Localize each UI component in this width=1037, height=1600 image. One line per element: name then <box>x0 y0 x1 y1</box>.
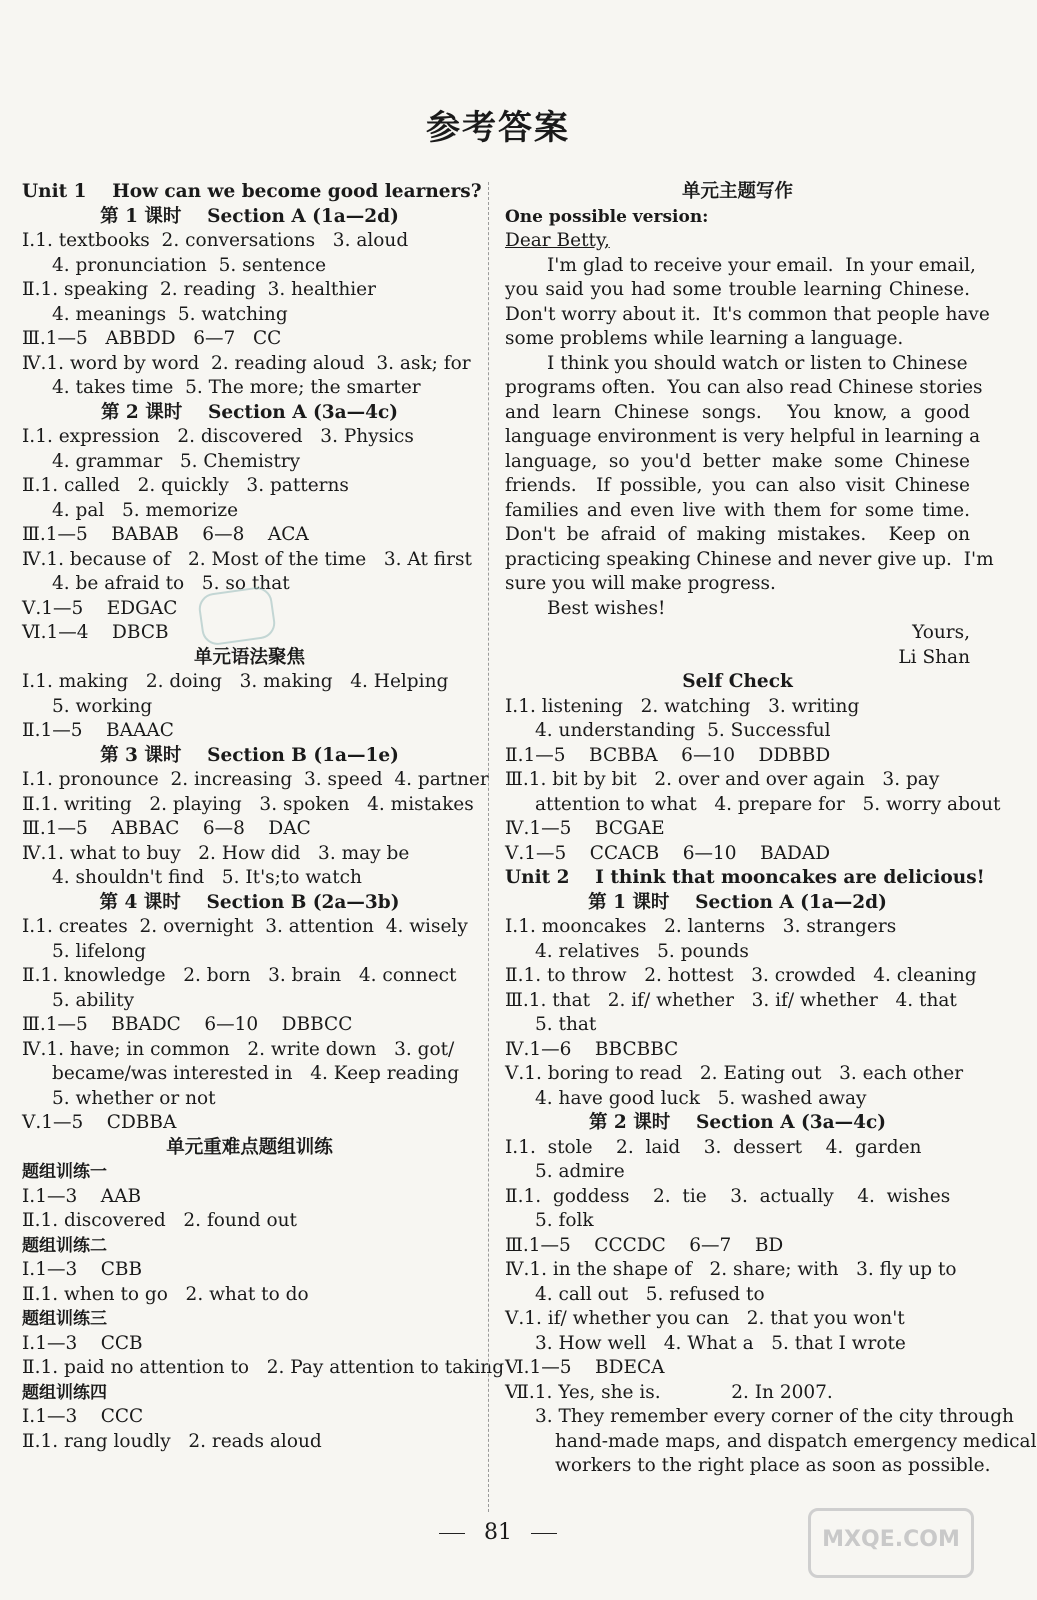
left-answer-line: Ⅱ.1. called 2. quickly 3. patterns <box>22 475 349 496</box>
right-answer-line: 4. have good luck 5. washed away <box>535 1087 867 1109</box>
right-answer-line: Unit 2 I think that mooncakes are delicious! <box>505 867 985 888</box>
left-answer-line: Ⅲ.1—5 BABAB 6—8 ACA <box>22 524 309 545</box>
left-answer-line: Ⅳ.1. word by word 2. reading aloud 3. ask; for <box>22 352 471 374</box>
left-answer-line: Ⅲ.1—5 BBADC 6—10 DBBCC <box>22 1014 353 1035</box>
page-title: 参考答案 <box>426 108 570 148</box>
right-answer-line: 5. that <box>535 1014 597 1035</box>
right-answer-line: Don't be afraid of making mistakes. Keep on <box>505 524 970 545</box>
right-answer-line: programs often. You can also read Chinese stories <box>505 377 983 398</box>
right-answer-line: friends. If possible, you can also visit Chinese <box>505 475 970 496</box>
right-answer-line: 4. relatives 5. pounds <box>535 940 749 962</box>
right-answer-line: Li Shan <box>898 646 970 668</box>
right-answer-line: 第 2 课时 Section A (3a—4c) <box>588 1112 886 1133</box>
left-answer-line: 4. pronunciation 5. sentence <box>52 254 327 276</box>
left-answer-line: 4. pal 5. memorize <box>52 499 239 521</box>
left-answer-line: Ⅰ.1—3 CCC <box>22 1406 144 1427</box>
right-answer-line: Ⅱ.1—5 BCBBA 6—10 DDBBD <box>505 744 831 766</box>
footer-dash-right <box>531 1533 557 1534</box>
right-answer-line: I think you should watch or listen to Chinese <box>547 352 968 374</box>
right-answer-line: 3. How well 4. What a 5. that I wrote <box>535 1332 906 1354</box>
left-answer-line: Ⅱ.1. writing 2. playing 3. spoken 4. mistakes <box>22 793 474 815</box>
left-answer-line: Ⅰ.1. making 2. doing 3. making 4. Helping <box>22 671 449 692</box>
left-answer-line: Ⅱ.1. rang loudly 2. reads aloud <box>22 1430 322 1452</box>
right-answer-line: workers to the right place as soon as possible. <box>555 1455 991 1476</box>
right-answer-line: sure you will make progress. <box>505 573 776 594</box>
right-answer-line: Don't worry about it. It's common that people have <box>505 303 990 325</box>
right-answer-line: Ⅶ.1. Yes, she is. 2. In 2007. <box>505 1381 833 1403</box>
left-answer-line: 单元重难点题组训练 <box>166 1136 333 1158</box>
left-answer-line: Ⅳ.1. what to buy 2. How did 3. may be <box>22 842 410 864</box>
left-answer-line: 题组训练三 <box>22 1309 107 1329</box>
right-answer-line: Ⅳ.1—6 BBCBBC <box>505 1038 679 1060</box>
footer-dash-left <box>439 1533 465 1534</box>
right-answer-line: language, so you'd better make some Chinese <box>505 450 970 472</box>
right-answer-line: Ⅵ.1—5 BDECA <box>505 1357 665 1378</box>
right-answer-line: Ⅴ.1. boring to read 2. Eating out 3. each other <box>505 1063 964 1084</box>
right-answer-line: One possible version: <box>505 206 709 227</box>
right-answer-line: and learn Chinese songs. You know, a good <box>505 401 970 423</box>
left-answer-line: Ⅰ.1—3 AAB <box>22 1185 142 1207</box>
left-answer-line: Ⅳ.1. have; in common 2. write down 3. got/ <box>22 1038 455 1060</box>
right-answer-line: Yours, <box>912 622 970 643</box>
left-answer-line: Ⅱ.1. paid no attention to 2. Pay attention to taking <box>22 1357 505 1378</box>
left-answer-line: 第 2 课时 Section A (3a—4c) <box>100 401 398 423</box>
left-answer-line: Ⅰ.1—3 CCB <box>22 1332 143 1354</box>
answers-left-column <box>22 180 505 1454</box>
left-answer-line: Ⅱ.1. knowledge 2. born 3. brain 4. connect <box>22 965 457 986</box>
left-answer-line: 第 3 课时 Section B (1a—1e) <box>100 744 399 766</box>
left-answer-line: Ⅱ.1. when to go 2. what to do <box>22 1283 309 1305</box>
left-answer-line: 题组训练四 <box>22 1382 107 1403</box>
left-answer-line: Ⅰ.1. creates 2. overnight 3. attention 4. wisely <box>22 916 468 937</box>
left-answer-line: Ⅱ.1. speaking 2. reading 3. healthier <box>22 279 376 300</box>
right-answer-line: families and even live with them for some time. <box>505 499 970 521</box>
right-answer-line: attention to what 4. prepare for 5. worry about <box>535 793 1001 815</box>
left-answer-line: 4. meanings 5. watching <box>52 303 288 325</box>
left-answer-line: Ⅳ.1. because of 2. Most of the time 3. At first <box>22 548 472 570</box>
left-answer-line: 第 4 课时 Section B (2a—3b) <box>99 891 400 913</box>
left-answer-line: Ⅰ.1. pronounce 2. increasing 3. speed 4. partner <box>22 769 489 790</box>
right-answer-line: Ⅰ.1. mooncakes 2. lanterns 3. strangers <box>505 916 897 937</box>
watermark-logo: MXQE.COM <box>808 1508 974 1578</box>
answers-right-column <box>505 180 1037 1479</box>
left-answer-line: became/was interested in 4. Keep reading <box>52 1063 460 1084</box>
right-answer-line: Ⅴ.1—5 CCACB 6—10 BADAD <box>505 842 831 864</box>
left-answer-line: 4. shouldn't find 5. It's;to watch <box>52 867 362 888</box>
right-answer-line: hand-made maps, and dispatch emergency medical <box>555 1430 1037 1452</box>
right-answer-line: 5. admire <box>535 1161 625 1182</box>
right-answer-line: Dear Betty, <box>505 230 610 251</box>
right-answer-line: language environment is very helpful in learning a <box>505 426 981 447</box>
left-answer-line: Unit 1 How can we become good learners? <box>22 181 482 202</box>
left-answer-line: 题组训练一 <box>22 1162 107 1182</box>
right-answer-line: Ⅲ.1. that 2. if/ whether 3. if/ whether 4. that <box>505 989 957 1011</box>
left-answer-line: Ⅱ.1—5 BAAAC <box>22 720 174 741</box>
left-answer-line: 5. lifelong <box>52 940 146 962</box>
right-answer-line: you said you had some trouble learning Chinese. <box>505 279 970 300</box>
right-answer-line: Ⅴ.1. if/ whether you can 2. that you won't <box>505 1308 905 1329</box>
left-answer-line: Ⅰ.1—3 CBB <box>22 1259 143 1280</box>
right-answer-line: Ⅲ.1—5 CCCDC 6—7 BD <box>505 1234 784 1256</box>
right-answer-line: 第 1 课时 Section A (1a—2d) <box>588 891 887 913</box>
right-answer-line: some problems while learning a language. <box>505 328 904 349</box>
right-answer-line: I'm glad to receive your email. In your email, <box>547 254 976 276</box>
right-answer-line: Ⅲ.1. bit by bit 2. over and over again 3. pay <box>505 769 940 790</box>
right-answer-line: 5. folk <box>535 1210 594 1231</box>
left-answer-line: 4. be afraid to 5. so that <box>52 573 290 594</box>
left-answer-line: Ⅴ.1—5 EDGAC <box>22 597 178 619</box>
right-answer-line: practicing speaking Chinese and never give up. I'm <box>505 548 994 570</box>
left-answer-line: 4. grammar 5. Chemistry <box>52 450 301 472</box>
left-answer-line: 4. takes time 5. The more; the smarter <box>52 377 421 398</box>
right-answer-line: Ⅳ.1—5 BCGAE <box>505 818 665 839</box>
left-answer-line: 5. working <box>52 695 153 717</box>
right-answer-line: 单元主题写作 <box>681 181 793 202</box>
right-answer-line: Ⅰ.1. listening 2. watching 3. writing <box>505 695 860 717</box>
left-answer-line: 第 1 课时 Section A (1a—2d) <box>100 205 399 227</box>
right-answer-line: Ⅳ.1. in the shape of 2. share; with 3. fly up to <box>505 1259 957 1280</box>
left-answer-line: Ⅲ.1—5 ABBDD 6—7 CC <box>22 328 282 349</box>
right-answer-line: Ⅰ.1. stole 2. laid 3. dessert 4. garden <box>505 1136 922 1158</box>
column-divider <box>488 182 489 1512</box>
right-answer-line: Ⅱ.1. goddess 2. tie 3. actually 4. wishes <box>505 1185 951 1207</box>
stamp-mark <box>197 585 278 647</box>
right-answer-line: 4. call out 5. refused to <box>535 1283 765 1305</box>
left-answer-line: 5. whether or not <box>52 1087 216 1109</box>
left-answer-line: Ⅰ.1. textbooks 2. conversations 3. aloud <box>22 230 409 251</box>
right-answer-line: Ⅱ.1. to throw 2. hottest 3. crowded 4. cleaning <box>505 965 977 986</box>
right-answer-line: 4. understanding 5. Successful <box>535 720 831 741</box>
left-answer-line: 5. ability <box>52 989 135 1011</box>
left-answer-line: Ⅰ.1. expression 2. discovered 3. Physics <box>22 426 414 447</box>
left-answer-line: 题组训练二 <box>22 1235 107 1256</box>
left-answer-line: 单元语法聚焦 <box>193 646 305 668</box>
right-answer-line: Best wishes! <box>547 597 666 619</box>
left-answer-line: Ⅱ.1. discovered 2. found out <box>22 1210 297 1231</box>
right-answer-line: 3. They remember every corner of the city through <box>535 1406 1014 1427</box>
left-answer-line: Ⅴ.1—5 CDBBA <box>22 1112 177 1133</box>
right-answer-line: Self Check <box>682 671 793 692</box>
page-number: 81 <box>484 1520 512 1545</box>
left-answer-line: Ⅵ.1—4 DBCB <box>22 622 169 643</box>
left-answer-line: Ⅲ.1—5 ABBAC 6—8 DAC <box>22 818 311 839</box>
